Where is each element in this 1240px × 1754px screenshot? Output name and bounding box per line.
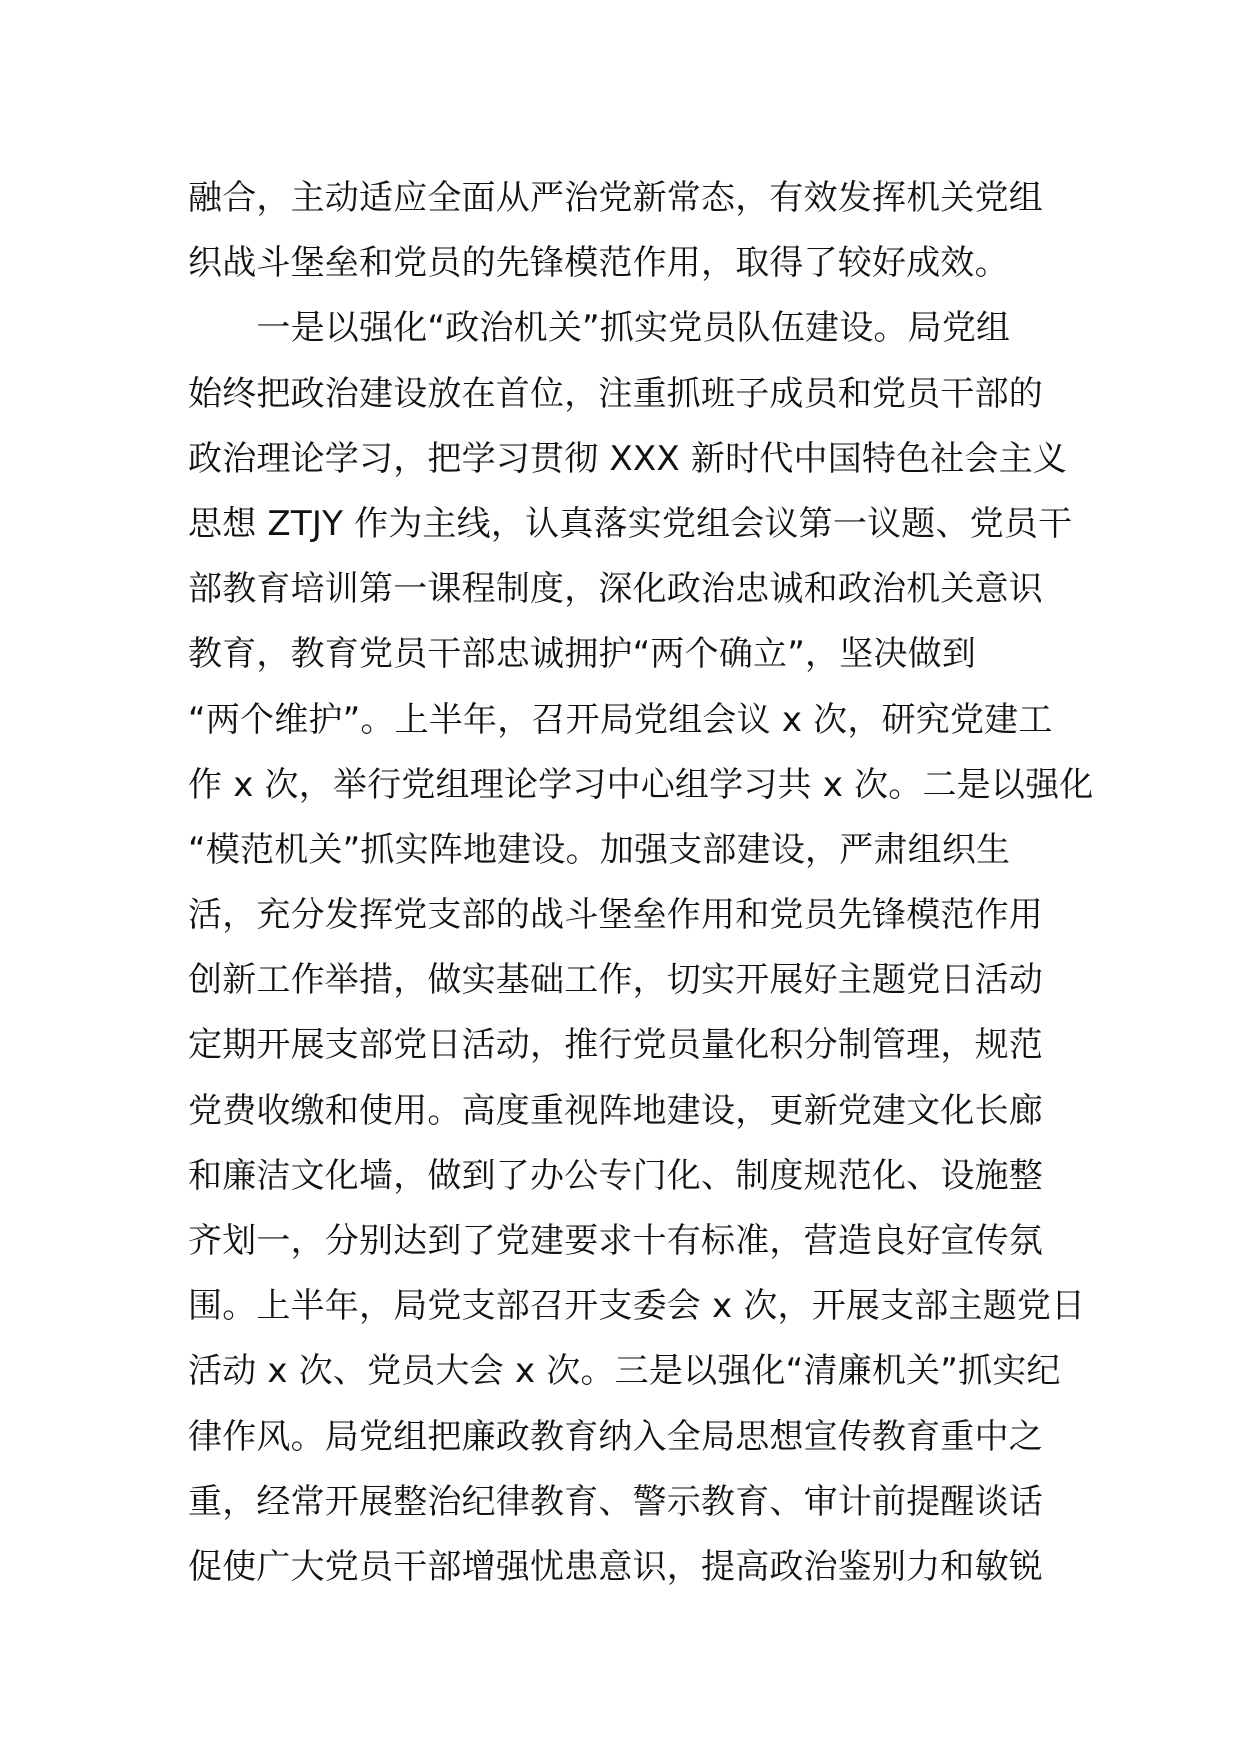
text-line: “两个维护”。上半年，召开局党组会议 x 次，研究党建工 [188,699,1053,740]
text-line: 政治理论学习，把学习贯彻 XXX 新时代中国特色社会主义 [188,438,1068,479]
text-line: 教育，教育党员干部忠诚拥护“两个确立”，坚决做到 [188,634,977,675]
text-line: 律作风。局党组把廉政教育纳入全局思想宣传教育重中之 [188,1416,1043,1457]
text-line: 定期开展支部党日活动，推行党员量化积分制管理，规范 [188,1025,1043,1066]
text-line: 和廉洁文化墙，做到了办公专门化、制度规范化、设施整 [188,1155,1043,1196]
text-line: 活，充分发挥党支部的战斗堡垒作用和党员先锋模范作用 [188,895,1043,936]
text-line: 思想 ZTJY 作为主线，认真落实党组会议第一议题、党员干 [188,503,1073,544]
text-line: 齐划一，分别达到了党建要求十有标准，营造良好宣传氛 [188,1221,1043,1261]
text-line: 部教育培训第一课程制度，深化政治忠诚和政治机关意识 [188,569,1043,610]
text-line: 融合，主动适应全面从严治党新常态，有效发挥机关党组 [188,178,1043,218]
text-line: 作 x 次，举行党组理论学习中心组学习共 x 次。二是以强化 [188,764,1094,805]
text-line: “模范机关”抓实阵地建设。加强支部建设，严肃组织生 [188,829,1011,870]
text-line: 党费收缴和使用。高度重视阵地建设，更新党建文化长廊 [188,1090,1043,1131]
text-line: 始终把政治建设放在首位，注重抓班子成员和党员干部的 [188,373,1043,414]
text-line: 重，经常开展整治纪律教育、警示教育、审计前提醒谈话 [188,1481,1043,1522]
text-line: 一是以强化“政治机关”抓实党员队伍建设。局党组 [188,308,1011,349]
text-line: 织战斗堡垒和党员的先锋模范作用，取得了较好成效。 [188,243,1009,284]
text-line: 围。上半年，局党支部召开支委会 x 次，开展支部主题党日 [188,1286,1086,1327]
text-line: 活动 x 次、党员大会 x 次。三是以强化“清廉机关”抓实纪 [188,1351,1061,1392]
text-line: 促使广大党员干部增强忧患意识，提高政治鉴别力和敏锐 [188,1546,1043,1587]
text-line: 创新工作举措，做实基础工作，切实开展好主题党日活动 [188,960,1043,1001]
body-text [188,166,1094,1600]
